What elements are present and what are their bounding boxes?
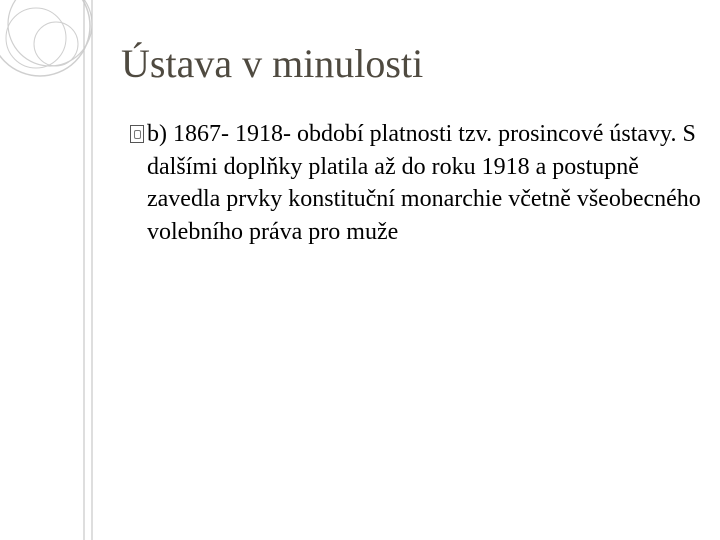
bullet-item	[130, 118, 705, 248]
deco-circle-inner	[34, 22, 78, 66]
missing-glyph-bullet-icon	[130, 125, 144, 143]
slide-title: Ústava v minulosti	[121, 41, 424, 86]
deco-circle-small	[6, 8, 66, 68]
slide-body	[130, 118, 705, 248]
deco-circle-large	[0, 0, 90, 76]
bullet-text: b) 1867- 1918- období platnosti tzv. prosincové ústavy. S dalšími doplňky platila až do roku 1918 a postupně zavedla prvky konstituční monarchie včetně všeobecného volebního práva pro muže	[147, 121, 701, 245]
